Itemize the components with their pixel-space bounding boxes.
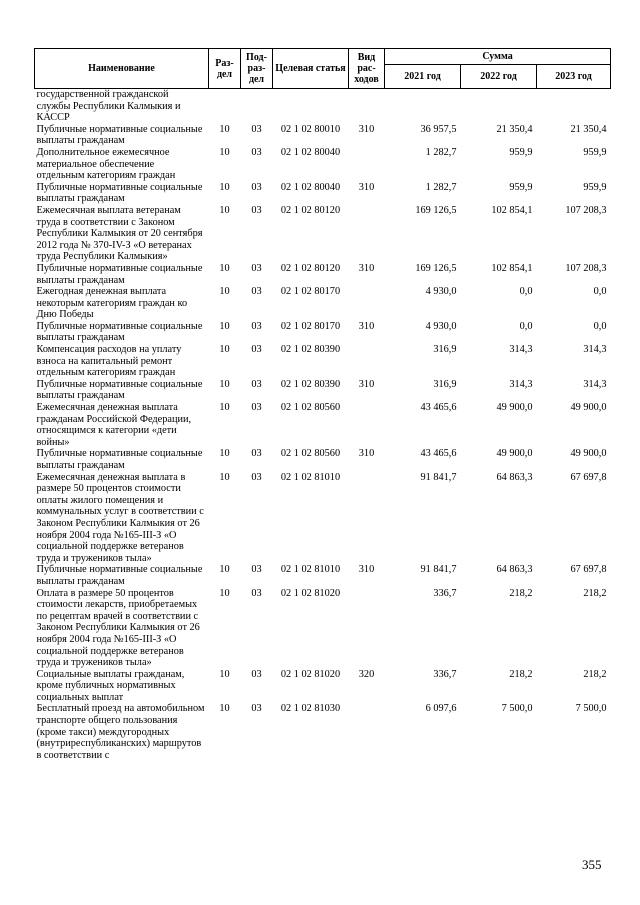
cell-target-article: 02 1 02 80170 bbox=[280, 320, 341, 332]
header-name: Наименование bbox=[35, 49, 209, 89]
cell-sum-2021: 91 841,7 bbox=[420, 564, 457, 576]
cell-razdel: 10 bbox=[219, 378, 230, 390]
cell-sum-2023: 67 697,8 bbox=[570, 564, 607, 576]
cell-sum-2022: 49 900,0 bbox=[496, 402, 533, 414]
cell-target-article: 02 1 02 81010 bbox=[280, 471, 341, 483]
cell-sum-2021: 43 465,6 bbox=[420, 448, 457, 460]
cell-expense-type bbox=[349, 703, 385, 761]
cell-podrazdel: 03 bbox=[251, 344, 262, 356]
cell-target-article bbox=[273, 89, 349, 124]
cell-sum-2021 bbox=[385, 89, 461, 124]
cell-target-article: 02 1 02 80120 bbox=[280, 262, 341, 274]
cell-podrazdel: 03 bbox=[251, 471, 262, 483]
table-row bbox=[35, 703, 611, 761]
cell-name: Оплата в размере 50 процентов стоимости лекарств, приобретаемых по рецептам врачей в соответствии с Законом Республики Калмыкия от 26 ноября 2004 года №165-III-З «О социальной поддержке ветеранов труда и тружеников тыла» bbox=[36, 587, 200, 669]
header-podrazdel: Под- раз- дел bbox=[241, 49, 273, 89]
cell-target-article: 02 1 02 81020 bbox=[280, 668, 341, 680]
table-row bbox=[35, 182, 611, 205]
header-target-article: Целевая статья bbox=[273, 49, 349, 89]
cell-target-article: 02 1 02 80560 bbox=[280, 448, 341, 460]
cell-razdel: 10 bbox=[219, 587, 230, 599]
table-row bbox=[35, 124, 611, 147]
cell-sum-2022: 0,0 bbox=[519, 320, 533, 332]
table-row bbox=[35, 564, 611, 587]
cell-podrazdel: 03 bbox=[251, 587, 262, 599]
cell-target-article: 02 1 02 80040 bbox=[280, 146, 341, 158]
cell-razdel: 10 bbox=[219, 181, 230, 193]
table-row bbox=[35, 205, 611, 263]
table-row bbox=[35, 344, 611, 379]
cell-razdel: 10 bbox=[219, 448, 230, 460]
header-razdel: Раз- дел bbox=[209, 49, 241, 89]
table-row bbox=[35, 263, 611, 286]
cell-expense-type: 310 bbox=[358, 123, 375, 135]
cell-podrazdel: 03 bbox=[251, 286, 262, 298]
cell-podrazdel: 03 bbox=[251, 378, 262, 390]
cell-name: Компенсация расходов на уплату взноса на капитальный ремонт отдельным категориям граждан bbox=[36, 344, 182, 379]
cell-name: Ежемесячная выплата ветеранам труда в соответствии с Законом Республики Калмыкия от 20 сентября 2012 года № 370-IV-З «О ветеранах труда Республики Калмыкия» bbox=[36, 204, 203, 263]
cell-sum-2021: 169 126,5 bbox=[415, 262, 457, 274]
cell-podrazdel: 03 bbox=[251, 402, 262, 414]
cell-podrazdel: 03 bbox=[251, 668, 262, 680]
page-number: 355 bbox=[582, 857, 602, 872]
cell-target-article: 02 1 02 80120 bbox=[280, 204, 341, 216]
cell-sum-2021: 316,9 bbox=[433, 378, 457, 390]
table-row bbox=[35, 402, 611, 448]
table-row bbox=[35, 669, 611, 704]
cell-sum-2022: 959,9 bbox=[509, 181, 533, 193]
table-row bbox=[35, 89, 611, 124]
cell-sum-2022: 959,9 bbox=[509, 146, 533, 158]
cell-sum-2022: 218,2 bbox=[509, 587, 533, 599]
cell-podrazdel: 03 bbox=[251, 448, 262, 460]
cell-expense-type bbox=[349, 402, 385, 448]
table-row bbox=[35, 147, 611, 182]
cell-sum-2023: 218,2 bbox=[583, 668, 607, 680]
cell-podrazdel: 03 bbox=[251, 262, 262, 274]
cell-expense-type: 310 bbox=[358, 181, 375, 193]
cell-name: Дополнительное ежемесячное материальное обеспечение отдельным категориям граждан bbox=[36, 146, 176, 182]
header-sum: Сумма bbox=[385, 49, 611, 65]
cell-target-article: 02 1 02 80390 bbox=[280, 378, 341, 390]
table-body bbox=[35, 89, 611, 762]
cell-sum-2023: 0,0 bbox=[593, 286, 607, 298]
cell-sum-2023: 959,9 bbox=[583, 146, 607, 158]
cell-podrazdel: 03 bbox=[251, 204, 262, 216]
cell-target-article: 02 1 02 80040 bbox=[280, 181, 341, 193]
cell-name: Ежемесячная денежная выплата в размере 50 процентов стоимости оплаты жилого помещения и коммунальных услуг в соответствии с Законом Республики Калмыкия от 26 ноября 2004 года №165-III-З «О социальной поддержке ветеранов труда и тружеников тыла» bbox=[36, 471, 204, 564]
cell-sum-2023: 67 697,8 bbox=[570, 471, 607, 483]
cell-sum-2022: 49 900,0 bbox=[496, 448, 533, 460]
cell-sum-2022: 21 350,4 bbox=[496, 123, 533, 135]
cell-target-article: 02 1 02 81030 bbox=[280, 703, 341, 715]
cell-expense-type bbox=[349, 472, 385, 565]
cell-expense-type: 310 bbox=[358, 448, 375, 460]
cell-razdel: 10 bbox=[219, 344, 230, 356]
budget-table bbox=[34, 48, 611, 761]
cell-name: Публичные нормативные социальные выплаты гражданам bbox=[36, 448, 203, 471]
cell-sum-2021: 336,7 bbox=[433, 587, 457, 599]
cell-podrazdel bbox=[241, 89, 273, 124]
cell-sum-2022: 64 863,3 bbox=[496, 564, 533, 576]
cell-name: государственной гражданской службы Республики Калмыкия и КАССР bbox=[36, 89, 181, 124]
cell-name: Публичные нормативные социальные выплаты гражданам bbox=[36, 378, 203, 402]
cell-razdel: 10 bbox=[219, 471, 230, 483]
cell-sum-2023 bbox=[537, 89, 611, 124]
cell-podrazdel: 03 bbox=[251, 564, 262, 576]
cell-sum-2023: 49 900,0 bbox=[570, 402, 607, 414]
cell-expense-type bbox=[349, 286, 385, 321]
header-year-2023: 2023 год bbox=[537, 65, 611, 89]
cell-target-article: 02 1 02 80010 bbox=[280, 123, 341, 135]
cell-sum-2023: 107 208,3 bbox=[565, 262, 607, 274]
cell-razdel: 10 bbox=[219, 668, 230, 680]
cell-sum-2022: 314,3 bbox=[509, 378, 533, 390]
cell-sum-2023: 107 208,3 bbox=[565, 204, 607, 216]
cell-sum-2022: 218,2 bbox=[509, 668, 533, 680]
cell-razdel: 10 bbox=[219, 146, 230, 158]
cell-target-article: 02 1 02 81010 bbox=[280, 564, 341, 576]
cell-sum-2022: 0,0 bbox=[519, 286, 533, 298]
cell-expense-type: 320 bbox=[358, 668, 375, 680]
cell-sum-2022: 102 854,1 bbox=[491, 204, 533, 216]
cell-sum-2023: 218,2 bbox=[583, 587, 607, 599]
cell-name: Социальные выплаты гражданам, кроме публичных нормативных социальных выплат bbox=[36, 668, 185, 703]
cell-name: Ежегодная денежная выплата некоторым категориям граждан ко Дню Победы bbox=[36, 286, 188, 321]
cell-sum-2023: 314,3 bbox=[583, 344, 607, 356]
cell-name: Бесплатный проезд на автомобильном транспорте общего пользования (кроме такси) междугородных (внутриреспубликанских) маршрутов в соответствии с bbox=[36, 703, 205, 761]
cell-sum-2023: 7 500,0 bbox=[575, 703, 607, 715]
cell-name: Публичные нормативные социальные выплаты гражданам bbox=[36, 564, 203, 587]
cell-target-article: 02 1 02 80170 bbox=[280, 286, 341, 298]
cell-podrazdel: 03 bbox=[251, 146, 262, 158]
table-row bbox=[35, 448, 611, 471]
header-year-2021: 2021 год bbox=[385, 65, 461, 89]
cell-razdel: 10 bbox=[219, 320, 230, 332]
cell-sum-2021: 91 841,7 bbox=[420, 471, 457, 483]
cell-sum-2022: 7 500,0 bbox=[501, 703, 533, 715]
cell-sum-2023: 0,0 bbox=[593, 320, 607, 332]
table-row bbox=[35, 379, 611, 402]
cell-razdel: 10 bbox=[219, 204, 230, 216]
budget-table-page bbox=[34, 48, 610, 761]
cell-sum-2021: 36 957,5 bbox=[420, 123, 457, 135]
cell-razdel: 10 bbox=[219, 703, 230, 715]
cell-expense-type: 310 bbox=[358, 564, 375, 576]
cell-razdel: 10 bbox=[219, 262, 230, 274]
cell-sum-2021: 4 930,0 bbox=[425, 286, 457, 298]
cell-sum-2023: 959,9 bbox=[583, 181, 607, 193]
cell-expense-type bbox=[349, 344, 385, 379]
table-row bbox=[35, 321, 611, 344]
cell-razdel: 10 bbox=[219, 402, 230, 414]
cell-razdel: 10 bbox=[219, 564, 230, 576]
cell-target-article: 02 1 02 80560 bbox=[280, 402, 341, 414]
cell-sum-2022: 102 854,1 bbox=[491, 262, 533, 274]
header-expense-type: Вид рас- ходов bbox=[349, 49, 385, 89]
cell-sum-2021: 4 930,0 bbox=[425, 320, 457, 332]
cell-expense-type: 310 bbox=[358, 378, 375, 390]
table-header bbox=[35, 49, 611, 89]
table-row bbox=[35, 286, 611, 321]
cell-sum-2023: 21 350,4 bbox=[570, 123, 607, 135]
table-row bbox=[35, 472, 611, 565]
cell-sum-2021: 336,7 bbox=[433, 668, 457, 680]
cell-sum-2023: 314,3 bbox=[583, 378, 607, 390]
cell-sum-2022: 314,3 bbox=[509, 344, 533, 356]
cell-sum-2023: 49 900,0 bbox=[570, 448, 607, 460]
cell-expense-type bbox=[349, 205, 385, 263]
cell-razdel: 10 bbox=[219, 123, 230, 135]
table-row bbox=[35, 588, 611, 669]
cell-expense-type bbox=[349, 588, 385, 669]
cell-expense-type bbox=[349, 89, 385, 124]
cell-name: Публичные нормативные социальные выплаты гражданам bbox=[36, 320, 203, 344]
cell-podrazdel: 03 bbox=[251, 123, 262, 135]
cell-razdel: 10 bbox=[219, 286, 230, 298]
cell-expense-type: 310 bbox=[358, 262, 375, 274]
cell-sum-2021: 1 282,7 bbox=[425, 181, 457, 193]
cell-name: Публичные нормативные социальные выплаты гражданам bbox=[36, 262, 203, 286]
cell-expense-type bbox=[349, 147, 385, 182]
header-year-2022: 2022 год bbox=[461, 65, 537, 89]
cell-sum-2021: 1 282,7 bbox=[425, 146, 457, 158]
cell-sum-2021: 316,9 bbox=[433, 344, 457, 356]
cell-target-article: 02 1 02 80390 bbox=[280, 344, 341, 356]
cell-podrazdel: 03 bbox=[251, 703, 262, 715]
cell-name: Публичные нормативные социальные выплаты гражданам bbox=[36, 181, 203, 205]
cell-razdel bbox=[209, 89, 241, 124]
cell-podrazdel: 03 bbox=[251, 181, 262, 193]
cell-podrazdel: 03 bbox=[251, 320, 262, 332]
cell-name: Ежемесячная денежная выплата гражданам Российской Федерации, относящимся к категории «дети войны» bbox=[36, 402, 192, 448]
cell-sum-2021: 43 465,6 bbox=[420, 402, 457, 414]
cell-sum-2021: 169 126,5 bbox=[415, 204, 457, 216]
cell-expense-type: 310 bbox=[358, 320, 375, 332]
cell-sum-2022 bbox=[461, 89, 537, 124]
cell-sum-2021: 6 097,6 bbox=[425, 703, 457, 715]
cell-name: Публичные нормативные социальные выплаты гражданам bbox=[36, 123, 203, 147]
cell-target-article: 02 1 02 81020 bbox=[280, 587, 341, 599]
cell-sum-2022: 64 863,3 bbox=[496, 471, 533, 483]
